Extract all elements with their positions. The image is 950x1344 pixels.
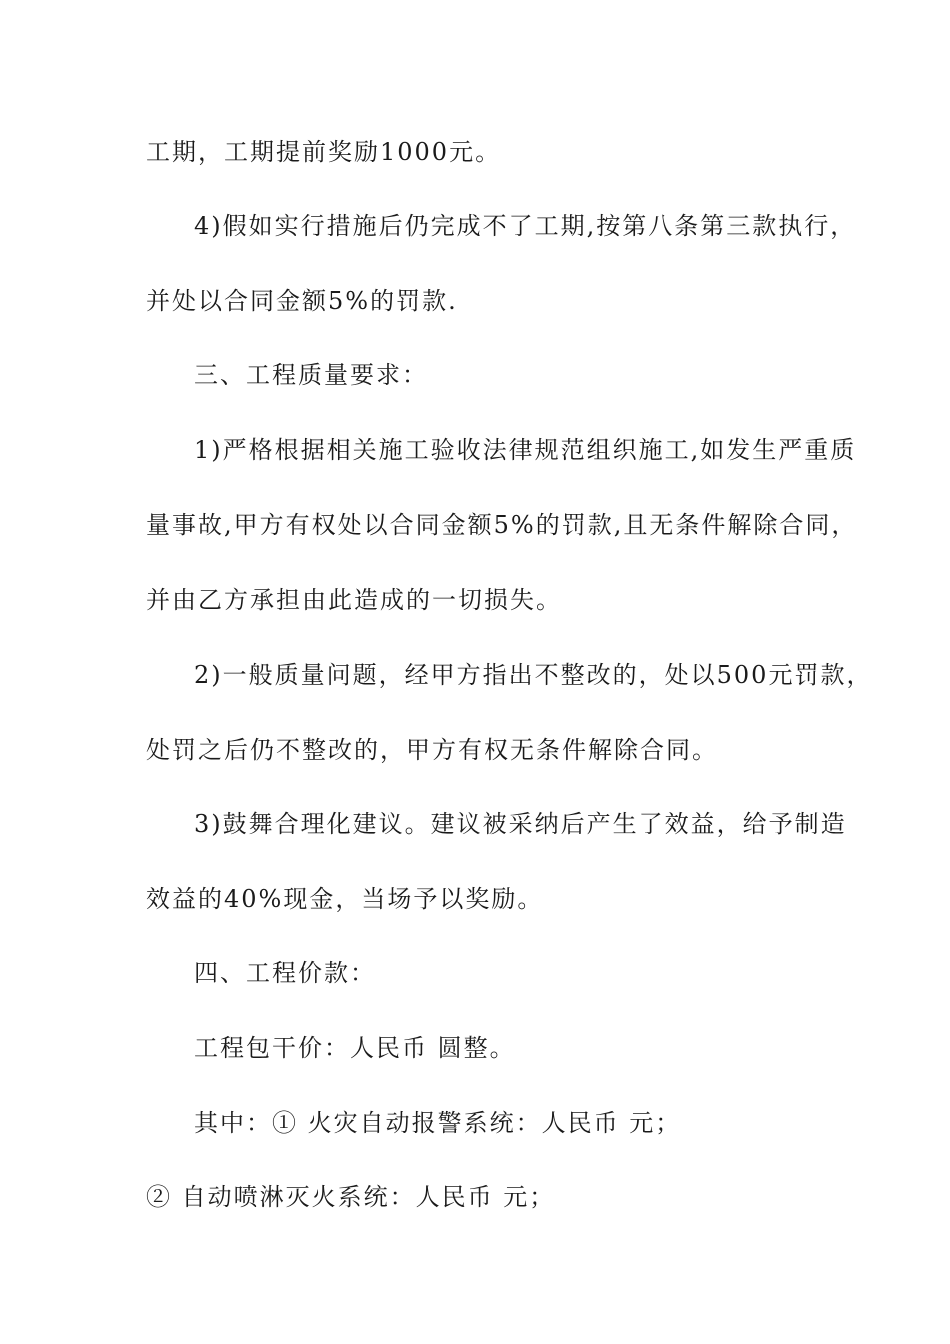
section-heading-quality: 三、工程质量要求：	[194, 361, 428, 389]
text-line-13: 工程包干价：人民币 圆整。	[194, 1034, 516, 1062]
text-line-14: 其中：① 火灾自动报警系统：人民币 元；	[194, 1109, 682, 1137]
text-line-11: 效益的40%现金，当场予以奖励。	[146, 885, 544, 913]
text-line-1: 工期，工期提前奖励1000元。	[146, 138, 502, 166]
text-line-9: 处罚之后仍不整改的，甲方有权无条件解除合同。	[146, 736, 718, 764]
text-line-3: 并处以合同金额5%的罚款.	[146, 287, 458, 315]
text-line-6: 量事故,甲方有权处以合同金额5%的罚款,且无条件解除合同，	[146, 511, 858, 539]
text-line-7: 并由乙方承担由此造成的一切损失。	[146, 586, 562, 614]
section-heading-price: 四、工程价款：	[194, 959, 376, 987]
text-line-10: 3)鼓舞合理化建议。建议被采纳后产生了效益，给予制造	[194, 810, 847, 838]
text-line-15: ② 自动喷淋灭火系统：人民币 元；	[146, 1183, 556, 1211]
text-line-2: 4)假如实行措施后仍完成不了工期,按第八条第三款执行，	[194, 212, 857, 240]
text-line-8: 2)一般质量问题，经甲方指出不整改的，处以500元罚款，	[194, 661, 873, 689]
text-line-5: 1)严格根据相关施工验收法律规范组织施工,如发生严重质	[194, 436, 857, 464]
